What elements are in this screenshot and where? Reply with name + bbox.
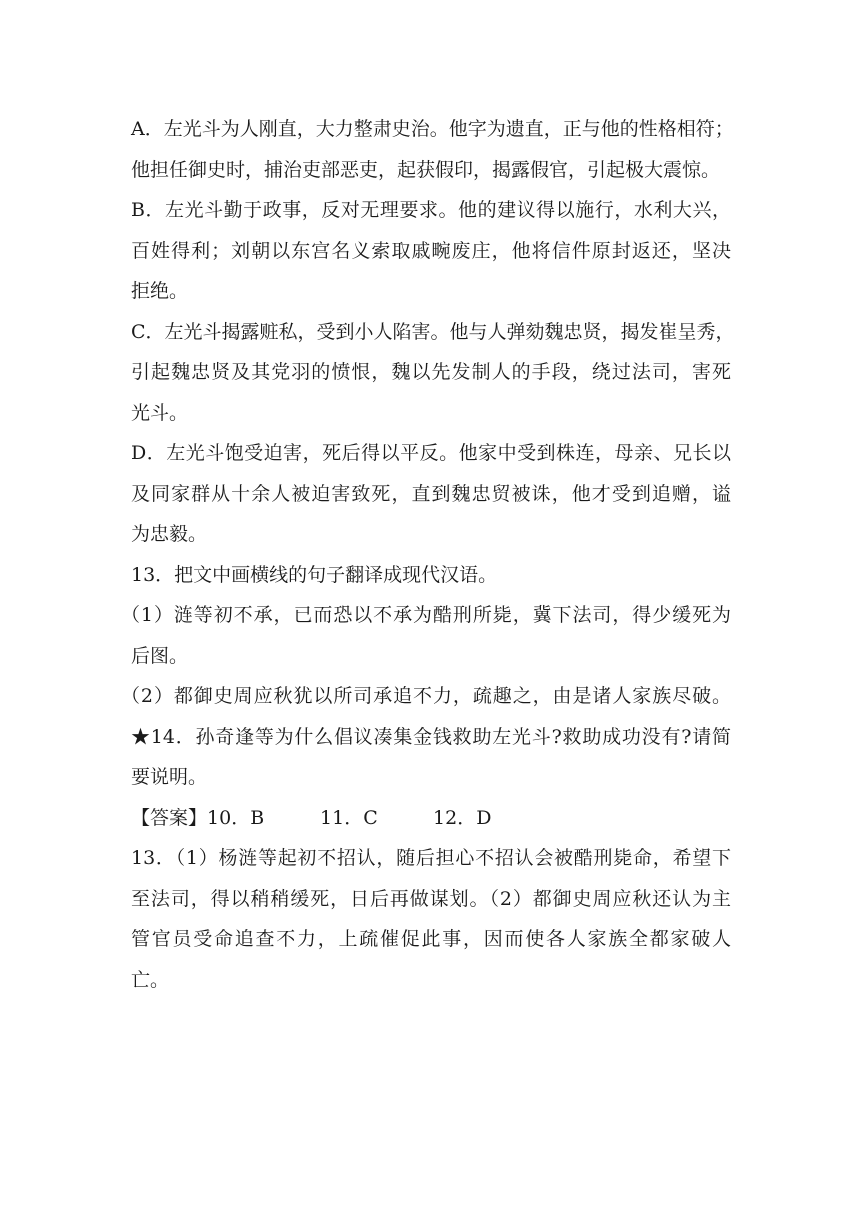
question-13-title: 13．把文中画横线的句子翻译成现代汉语。 — [131, 563, 498, 586]
answer-13-line-1: 13．（1）杨涟等起初不招认，随后担心不招认会被酷刑毙命，希望下 — [131, 847, 731, 869]
question-14-line-2: 要说明。 — [131, 766, 208, 788]
question-14-line-1: ★14．孙奇逢等为什么倡议凑集金钱救助左光斗?救助成功没有?请简 — [131, 725, 731, 748]
option-c — [131, 312, 735, 434]
question-13-item-2-line-1: （2）都御史周应秋犹以所司承追不力，疏趣之，由是诸人家族尽破。 — [121, 685, 731, 707]
answer-13-line-4: 亡。 — [131, 968, 170, 991]
document-body — [121, 109, 735, 1000]
option-b-line-2: 百姓得利；刘朝以东宫名义索取戚畹废庄，他将信件原封返还，坚决 — [131, 239, 731, 262]
answer-row — [131, 798, 731, 839]
answer-13-line-2: 至法司，得以稍稍缓死，日后再做谋划。（2）都御史周应秋还认为主 — [131, 887, 731, 910]
question-14 — [131, 717, 731, 798]
question-13-item-1-line-1: （1）涟等初不承，已而恐以不承为酷刑所毙，冀下法司，得少缓死为 — [121, 604, 731, 626]
answer-tag: 【答案】 — [131, 806, 208, 829]
question-13 — [121, 555, 731, 717]
option-b — [131, 190, 731, 312]
option-c-line-1: C．左光斗揭露赃私，受到小人陷害。他与人弹劾魏忠贤，揭发崔呈秀， — [131, 320, 735, 343]
option-a-line-1: A．左光斗为人刚直，大力整肃史治。他字为遗直，正与他的性格相符； — [131, 118, 734, 140]
question-13-item-1-line-2: 后图。 — [131, 644, 189, 667]
answer-12: 12．D — [433, 806, 492, 829]
answer-11: 11．C — [320, 806, 378, 829]
option-d-line-2: 及同家群从十余人被迫害致死，直到魏忠贸被诛，他才受到追赠，谥 — [131, 482, 731, 505]
option-d-line-3: 为忠毅。 — [131, 523, 208, 545]
option-b-line-3: 拒绝。 — [131, 280, 189, 302]
option-a-line-2: 他担任御史时，捕治吏部恶吏，起获假印，揭露假官，引起极大震惊。 — [131, 158, 721, 181]
option-c-line-3: 光斗。 — [131, 401, 189, 424]
option-c-line-2: 引起魏忠贤及其党羽的愤恨，魏以先发制人的手段，绕过法司，害死 — [131, 361, 731, 383]
option-d-line-1: D．左光斗饱受迫害，死后得以平反。他家中受到株连，母亲、兄长以 — [131, 442, 731, 464]
option-b-line-1: B．左光斗勤于政事，反对无理要求。他的建议得以施行，水利大兴， — [131, 199, 731, 221]
answer-13-line-3: 管官员受命追查不力，上疏催促此事，因而使各人家族全都家破人 — [131, 928, 731, 950]
answer-10: 10．B — [207, 806, 265, 829]
option-d — [131, 433, 731, 555]
option-a — [131, 109, 734, 190]
answer-section — [131, 798, 731, 1001]
